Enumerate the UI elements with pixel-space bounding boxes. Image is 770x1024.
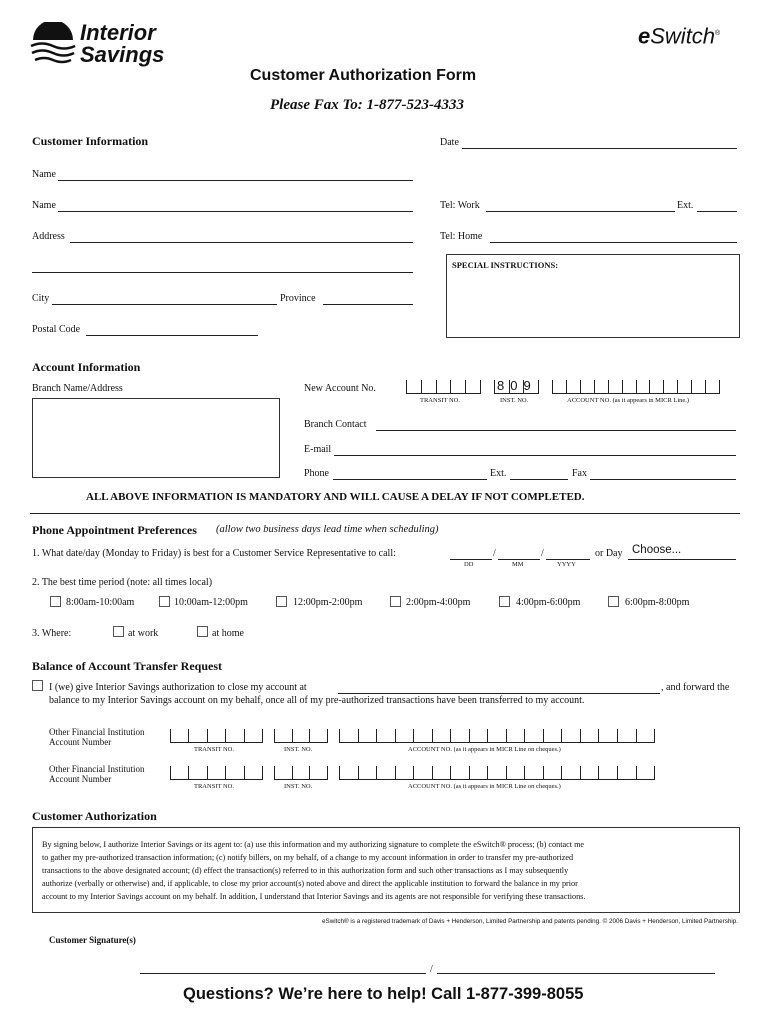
at-work-checkbox[interactable] xyxy=(113,626,124,637)
city-label: City xyxy=(32,293,50,304)
other-institution-field[interactable] xyxy=(338,682,660,694)
ofi-label-1b: Account Number xyxy=(49,737,112,747)
branch-name-address-label: Branch Name/Address xyxy=(32,383,123,394)
ofi1-account-label: ACCOUNT NO. (as it appears in MICR Line on cheques.) xyxy=(408,746,561,753)
footer-help-text: Questions? We’re here to help! Call 1-877-399-8055 xyxy=(183,985,584,1003)
inst-no-label: INST. NO. xyxy=(500,397,529,404)
auth-line-3: transactions to the above designated account; (d) effect the transaction(s) referred to in this authorization form and such other transactions as I may subsequently xyxy=(42,866,569,875)
phone-appointment-heading: Phone Appointment Preferences xyxy=(32,523,197,537)
name1-label: Name xyxy=(32,169,56,180)
date-field[interactable] xyxy=(462,137,737,149)
transfer-line-1a: I (we) give Interior Savings authorization to close my account at xyxy=(49,682,307,693)
call-year-field[interactable] xyxy=(546,548,590,560)
tel-work-ext-label: Ext. xyxy=(677,200,694,211)
account-information-heading: Account Information xyxy=(32,360,141,374)
tel-work-field[interactable] xyxy=(486,200,675,212)
date-slash-1: / xyxy=(493,548,496,559)
logo-text-savings: Savings xyxy=(80,42,165,67)
inst-digits xyxy=(497,378,537,393)
time-10-12-label: 10:00am-12:00pm xyxy=(174,597,248,608)
dd-label: DD xyxy=(464,561,474,568)
branch-fax-field[interactable] xyxy=(590,468,736,480)
special-instructions-label: SPECIAL INSTRUCTIONS: xyxy=(452,260,559,270)
tel-home-label: Tel: Home xyxy=(440,231,483,242)
time-6-8-checkbox[interactable] xyxy=(608,596,619,607)
account-no-label: ACCOUNT NO. (as it appears in MICR Line.) xyxy=(567,397,690,404)
brand-e: e xyxy=(638,23,651,49)
customer-signature-label: Customer Signature(s) xyxy=(49,935,136,945)
inst-digit-1: 8 xyxy=(497,378,511,393)
address-label: Address xyxy=(32,231,65,242)
at-home-label: at home xyxy=(212,628,244,639)
postal-code-field[interactable] xyxy=(86,324,258,336)
signature-field-2[interactable] xyxy=(437,962,715,974)
email-field[interactable] xyxy=(334,444,736,456)
branch-phone-label: Phone xyxy=(304,468,329,479)
branch-contact-label: Branch Contact xyxy=(304,419,367,430)
ofi2-inst-field[interactable] xyxy=(274,766,328,780)
auth-line-2: to gather my pre-authorized transaction information; (c) notify billers, on my behalf, of a change to my account information in order to transfer my pre-authorized xyxy=(42,853,574,862)
branch-name-address-box[interactable] xyxy=(32,398,280,478)
province-label: Province xyxy=(280,293,316,304)
auth-line-4: authorize (verbally or otherwise) and, if applicable, to close my prior account(s) noted above and direct the applicable institution to forward the balance in my prior xyxy=(42,879,578,888)
at-home-checkbox[interactable] xyxy=(197,626,208,637)
interior-savings-logo-icon xyxy=(30,22,76,64)
question-3: 3. Where: xyxy=(32,628,72,639)
time-4-6-label: 4:00pm-6:00pm xyxy=(516,597,581,608)
customer-information-heading: Customer Information xyxy=(32,134,149,148)
mm-label: MM xyxy=(512,561,524,568)
ofi2-transit-field[interactable] xyxy=(170,766,263,780)
section-divider xyxy=(30,513,740,514)
inst-digit-2: 0 xyxy=(510,378,524,393)
transfer-authorization-checkbox[interactable] xyxy=(32,680,43,691)
logo-text-interior: Interior xyxy=(80,20,156,45)
time-10-12-checkbox[interactable] xyxy=(159,596,170,607)
signature-slash: / xyxy=(430,964,433,975)
question-1: 1. What date/day (Monday to Friday) is best for a Customer Service Representative to call: xyxy=(32,548,396,559)
tel-work-ext-field[interactable] xyxy=(697,200,737,212)
branch-ext-label: Ext. xyxy=(490,468,507,479)
ofi2-inst-label: INST. NO. xyxy=(284,783,313,790)
time-6-8-label: 6:00pm-8:00pm xyxy=(625,597,690,608)
ofi-label-2a: Other Financial Institution xyxy=(49,764,145,774)
time-2-4-label: 2:00pm-4:00pm xyxy=(406,597,471,608)
date-label: Date xyxy=(440,137,459,148)
tel-work-label: Tel: Work xyxy=(440,200,480,211)
new-account-transit-field[interactable] xyxy=(406,380,481,394)
at-work-label: at work xyxy=(128,628,159,639)
special-instructions-box[interactable] xyxy=(446,254,740,338)
call-day-field[interactable] xyxy=(450,548,492,560)
auth-line-1: By signing below, I authorize Interior Savings or its agent to: (a) use this information and my authorizing signature to complete the eSwitch® process; (b) contact me xyxy=(42,840,585,849)
time-8-10-checkbox[interactable] xyxy=(50,596,61,607)
authorization-box xyxy=(32,827,740,913)
ofi-label-1a: Other Financial Institution xyxy=(49,727,145,737)
phone-appointment-note: (allow two business days lead time when scheduling) xyxy=(216,524,439,535)
email-label: E-mail xyxy=(304,444,332,455)
customer-authorization-heading: Customer Authorization xyxy=(32,809,157,823)
time-4-6-checkbox[interactable] xyxy=(499,596,510,607)
ofi1-inst-label: INST. NO. xyxy=(284,746,313,753)
name2-label: Name xyxy=(32,200,56,211)
ofi-label-2b: Account Number xyxy=(49,774,112,784)
branch-contact-field[interactable] xyxy=(376,419,736,431)
call-month-field[interactable] xyxy=(498,548,540,560)
or-day-label: or Day xyxy=(595,548,623,559)
authorization-paragraph xyxy=(42,838,585,903)
ofi2-transit-label: TRANSIT NO. xyxy=(194,783,234,790)
ofi2-account-field[interactable] xyxy=(339,766,655,780)
time-12-2-checkbox[interactable] xyxy=(276,596,287,607)
time-2-4-checkbox[interactable] xyxy=(390,596,401,607)
province-field[interactable] xyxy=(323,293,413,305)
question-2: 2. The best time period (note: all times local) xyxy=(32,577,213,588)
ofi1-inst-field[interactable] xyxy=(274,729,328,743)
ofi1-transit-field[interactable] xyxy=(170,729,263,743)
tel-home-field[interactable] xyxy=(490,231,737,243)
new-account-number-field[interactable] xyxy=(552,380,720,394)
name1-field[interactable] xyxy=(58,169,413,181)
page-title: Customer Authorization Form xyxy=(250,67,477,84)
signature-field-1[interactable] xyxy=(140,962,426,974)
auth-line-5: account to my Interior Savings account on my behalf. In addition, I understand that Interior Savings and its agents are not responsible for verifying these transactions. xyxy=(42,892,586,901)
branch-fax-label: Fax xyxy=(572,468,587,479)
mandatory-notice: ALL ABOVE INFORMATION IS MANDATORY AND WILL CAUSE A DELAY IF NOT COMPLETED. xyxy=(86,491,585,503)
eswitch-brand xyxy=(638,22,720,48)
brand-reg: ® xyxy=(715,30,721,37)
branch-phone-field[interactable] xyxy=(333,468,487,480)
postal-code-label: Postal Code xyxy=(32,324,81,335)
name2-field[interactable] xyxy=(58,200,413,212)
ofi1-transit-label: TRANSIT NO. xyxy=(194,746,234,753)
date-slash-2: / xyxy=(541,548,544,559)
transfer-line-2: balance to my Interior Savings account on my behalf, once all of my pre-authorized transactions have been transferred to my account. xyxy=(49,695,585,706)
transit-no-label: TRANSIT NO. xyxy=(420,397,460,404)
trademark-notice: eSwitch® is a registered trademark of Davis + Henderson, Limited Partnership and patents pending. © 2006 Davis + Henderson, Limited Partnership. xyxy=(322,918,738,925)
balance-transfer-heading: Balance of Account Transfer Request xyxy=(32,659,222,673)
time-12-2-label: 12:00pm-2:00pm xyxy=(293,597,363,608)
ofi1-account-field[interactable] xyxy=(339,729,655,743)
city-field[interactable] xyxy=(52,293,277,305)
new-account-label: New Account No. xyxy=(304,383,376,394)
day-select-value: Choose... xyxy=(632,544,682,556)
fax-number: Please Fax To: 1-877-523-4333 xyxy=(270,97,465,113)
address-line2-field[interactable] xyxy=(32,261,413,273)
address-field[interactable] xyxy=(70,231,413,243)
time-8-10-label: 8:00am-10:00am xyxy=(66,597,135,608)
inst-digit-3: 9 xyxy=(523,378,537,393)
transfer-line-1b: , and forward the xyxy=(661,682,730,693)
ofi2-account-label: ACCOUNT NO. (as it appears in MICR Line on cheques.) xyxy=(408,783,561,790)
yyyy-label: YYYY xyxy=(557,561,576,568)
brand-switch: Switch xyxy=(650,23,716,49)
branch-ext-field[interactable] xyxy=(510,468,568,480)
